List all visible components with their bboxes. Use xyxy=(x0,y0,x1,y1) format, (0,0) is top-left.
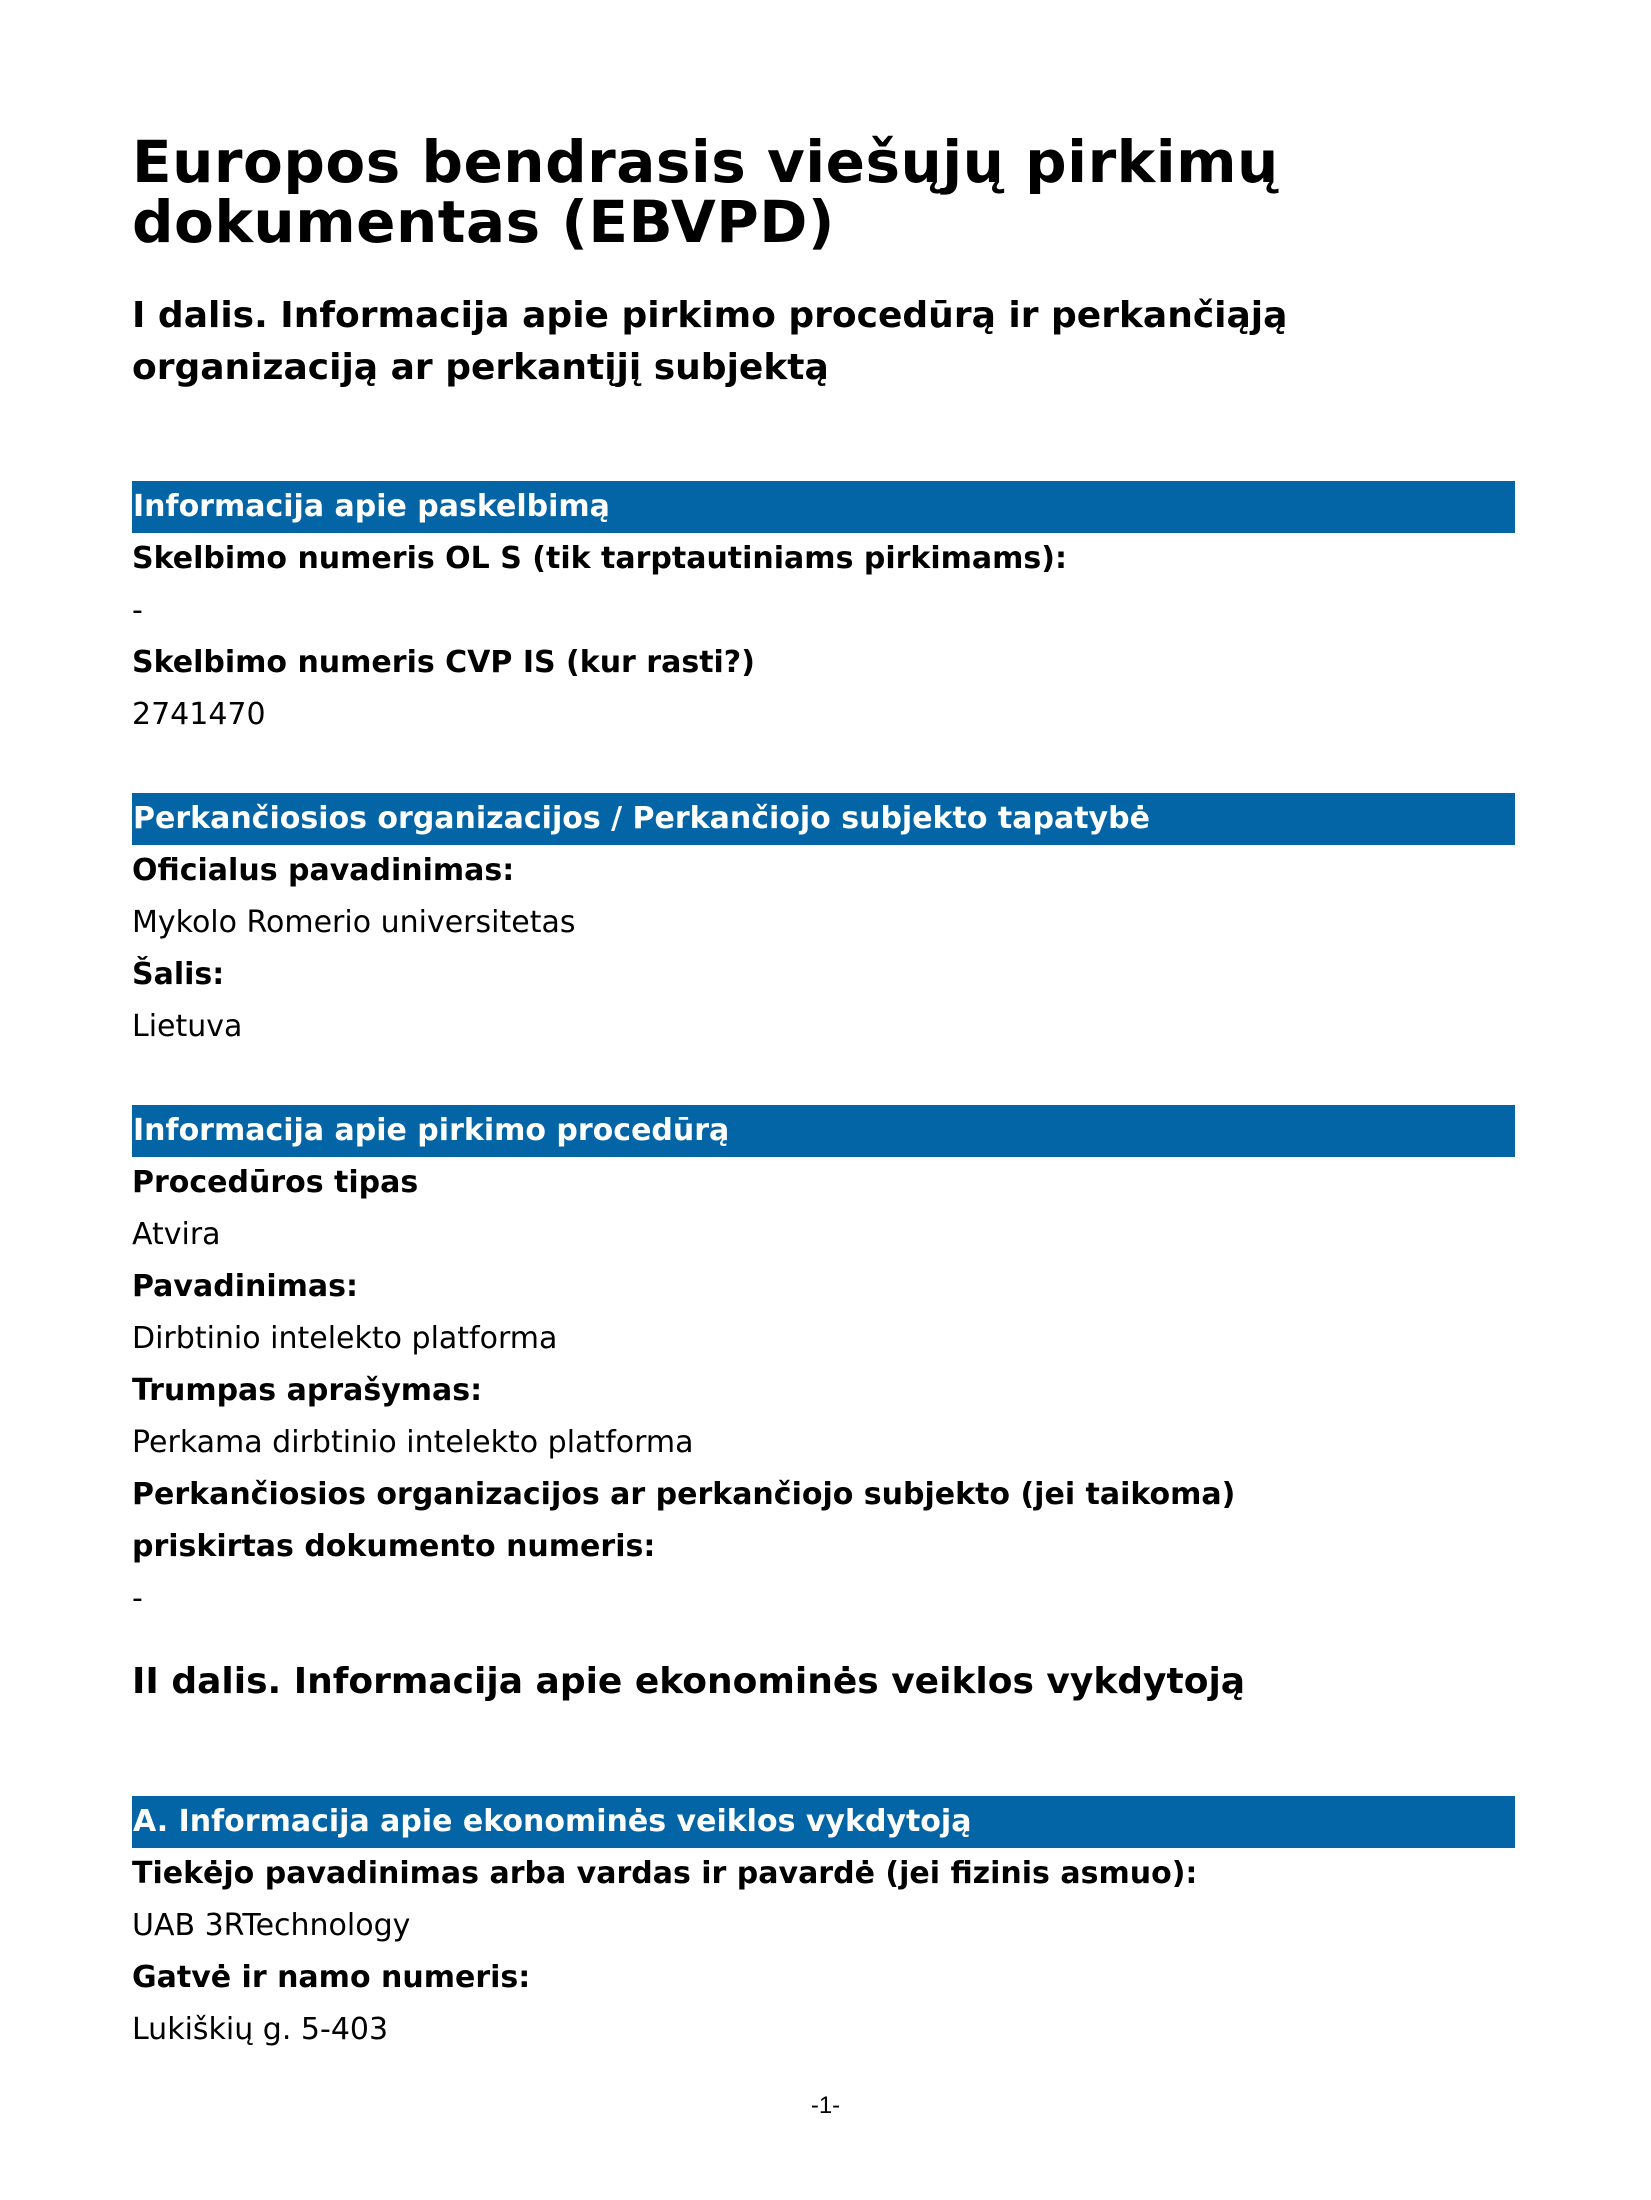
street-value: Lukiškių g. 5-403 xyxy=(132,2012,389,2047)
supplier-name-label: Tiekėjo pavadinimas arba vardas ir pavardė (jei fizinis asmuo): xyxy=(132,1856,1198,1891)
reference-number-label-line2: priskirtas dokumento numeris: xyxy=(132,1529,656,1564)
reference-number-value: - xyxy=(132,1581,143,1616)
official-name-value: Mykolo Romerio universitetas xyxy=(132,905,576,940)
part-2-title: II dalis. Informacija apie ekonominės veiklos vykdytoją xyxy=(132,1661,1246,1702)
section-header-procedure: Informacija apie pirkimo procedūrą xyxy=(132,1105,1515,1157)
short-description-label: Trumpas aprašymas: xyxy=(132,1373,483,1408)
country-label: Šalis: xyxy=(132,957,225,992)
official-name-label: Oficialus pavadinimas: xyxy=(132,853,515,888)
street-label: Gatvė ir namo numeris: xyxy=(132,1960,531,1995)
section-header-publication: Informacija apie paskelbimą xyxy=(132,481,1515,533)
country-value: Lietuva xyxy=(132,1009,243,1044)
cvp-number-label: Skelbimo numeris CVP IS (kur rasti?) xyxy=(132,645,755,680)
cvp-number-value: 2741470 xyxy=(132,697,266,732)
section-header-buyer: Perkančiosios organizacijos / Perkančiojo subjekto tapatybė xyxy=(132,793,1515,845)
part-1-title: I dalis. Informacija apie pirkimo procedūrą ir perkančiąją organizaciją ar perkantįjį subjektą xyxy=(132,295,1288,388)
supplier-name-value: UAB 3RTechnology xyxy=(132,1908,411,1943)
procedure-type-label: Procedūros tipas xyxy=(132,1165,419,1200)
short-description-value: Perkama dirbtinio intelekto platforma xyxy=(132,1425,694,1460)
ojs-number-value: - xyxy=(132,593,143,628)
page-number: -1- xyxy=(810,2092,841,2119)
procedure-type-value: Atvira xyxy=(132,1217,221,1252)
procedure-title-label: Pavadinimas: xyxy=(132,1269,358,1304)
procedure-title-value: Dirbtinio intelekto platforma xyxy=(132,1321,558,1356)
section-header-operator: A. Informacija apie ekonominės veiklos vykdytoją xyxy=(132,1796,1515,1848)
ojs-number-label: Skelbimo numeris OL S (tik tarptautiniams pirkimams): xyxy=(132,541,1067,576)
reference-number-label-line1: Perkančiosios organizacijos ar perkančiojo subjekto (jei taikoma) xyxy=(132,1477,1236,1512)
document-title: Europos bendrasis viešųjų pirkimų dokumentas (EBVPD) xyxy=(132,128,1279,256)
